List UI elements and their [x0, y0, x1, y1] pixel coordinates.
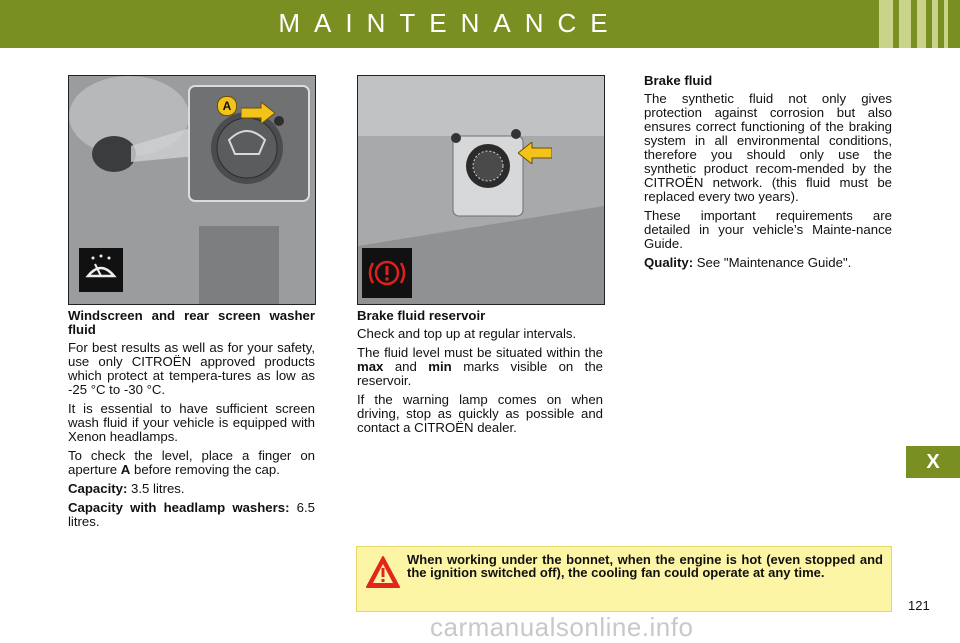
washer-photo	[68, 75, 316, 305]
brake-reservoir-p2: The fluid level must be situated within the max and min marks visible on the reservoir.	[357, 345, 604, 388]
washer-fluid-heading: Windscreen and rear screen washer fluid	[68, 308, 315, 337]
brake-reservoir-photo	[357, 75, 605, 305]
washer-warning-icon	[79, 248, 123, 292]
brake-fluid-heading: Brake fluid	[644, 73, 713, 88]
brake-reservoir-section	[357, 309, 603, 440]
washer-fluid-p3: To check the level, place a finger on aperture A before removing the cap.	[68, 448, 315, 477]
pointer-arrow-icon	[241, 102, 275, 124]
page-title: MAINTENANCE	[278, 8, 622, 38]
warning-box	[356, 546, 892, 612]
brake-fluid-section	[644, 74, 892, 275]
washer-fluid-p2: It is essential to have sufficient screen wash fluid if your vehicle is equipped with Xenon headlamps.	[68, 401, 315, 444]
watermark: carmanualsonline.info	[430, 612, 694, 642]
washer-fluid-p1: For best results as well as for your safety, use only CITROËN approved products which protect at tempera-tures as low as -25 °C to -30 °C.	[68, 340, 315, 397]
brake-reservoir-heading: Brake fluid reservoir	[357, 308, 486, 323]
warning-text: When working under the bonnet, when the engine is hot (even stopped and the ignition switched off), the cooling fan could operate at any time.	[407, 552, 883, 580]
brake-reservoir-p3: If the warning lamp comes on when driving, stop as quickly as possible and contact a CITROËN dealer.	[357, 392, 603, 435]
hazard-triangle-icon	[365, 555, 401, 589]
section-tab: X	[906, 446, 960, 478]
brake-warning-icon	[362, 248, 412, 298]
brake-reservoir-p1: Check and top up at regular intervals.	[357, 326, 577, 341]
brake-fluid-quality: Quality: See "Maintenance Guide".	[644, 255, 852, 270]
washer-fluid-section	[68, 309, 315, 534]
brake-fluid-p1: The synthetic fluid not only gives protection against corrosion but also ensures correct functioning of the braking system in all environmental conditions, therefore you should only use the synthetic product recom-mended by the CITROËN network. (this fluid must be replaced every two years).	[644, 91, 892, 204]
header-stripes	[879, 0, 948, 48]
brake-fluid-p2: These important requirements are detailed in your vehicle’s Mainte-nance Guide.	[644, 208, 892, 251]
callout-a-badge: A	[217, 96, 237, 116]
page-number: 121	[908, 598, 930, 613]
washer-capacity-headlamp: Capacity with headlamp washers: 6.5 litres.	[68, 500, 315, 529]
page-header	[0, 0, 960, 48]
washer-capacity: Capacity: 3.5 litres.	[68, 481, 185, 496]
pointer-arrow-icon	[518, 142, 552, 164]
